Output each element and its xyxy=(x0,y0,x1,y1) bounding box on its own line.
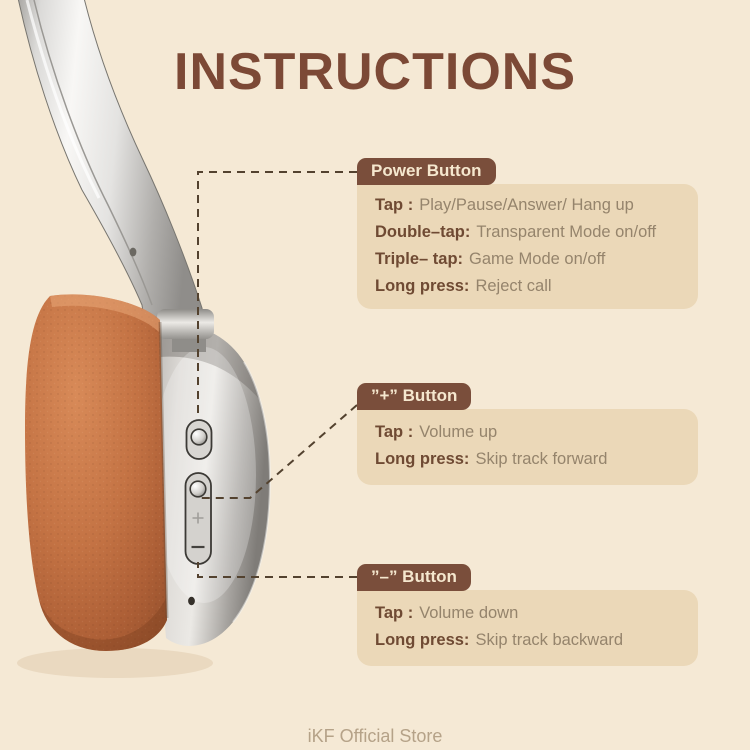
ear-cushion xyxy=(25,294,167,651)
callout-plus-button xyxy=(357,383,698,485)
instruction-value: Skip track backward xyxy=(475,631,624,649)
plus-button-badge: ”+” Button xyxy=(357,383,471,410)
instruction-value: Skip track forward xyxy=(475,450,608,468)
band-screw xyxy=(130,248,137,257)
instruction-value: Volume up xyxy=(419,423,498,441)
power-button-badge: Power Button xyxy=(357,158,496,185)
instruction-label: Tap : xyxy=(375,604,414,622)
plus-button-panel xyxy=(357,409,698,485)
instruction-label: Double–tap: xyxy=(375,223,471,241)
minus-button-badge: ”–” Button xyxy=(357,564,471,591)
instruction-label: Long press: xyxy=(375,277,470,295)
instruction-line xyxy=(375,246,680,273)
instruction-line xyxy=(375,446,680,473)
instruction-label: Tap : xyxy=(375,423,414,441)
instruction-label: Triple– tap: xyxy=(375,250,464,268)
instruction-line xyxy=(375,419,680,446)
page-title: INSTRUCTIONS xyxy=(174,43,576,101)
minus-button-panel xyxy=(357,590,698,666)
store-name: iKF Official Store xyxy=(307,726,443,746)
instruction-value: Play/Pause/Answer/ Hang up xyxy=(419,196,634,214)
callout-power-button xyxy=(357,158,698,309)
instruction-label: Long press: xyxy=(375,631,470,649)
instruction-line xyxy=(375,219,680,246)
cup-shadow xyxy=(17,648,213,678)
instruction-line xyxy=(375,627,680,654)
instruction-value: Game Mode on/off xyxy=(469,250,606,268)
instruction-label: Tap : xyxy=(375,196,414,214)
instruction-value: Volume down xyxy=(419,604,519,622)
instruction-line xyxy=(375,600,680,627)
instruction-value: Transparent Mode on/off xyxy=(476,223,657,241)
instruction-label: Long press: xyxy=(375,450,470,468)
instruction-value: Reject call xyxy=(475,277,552,295)
power-button-panel xyxy=(357,184,698,309)
instruction-line xyxy=(375,192,680,219)
mic-hole xyxy=(188,597,195,605)
power-button xyxy=(187,420,212,459)
volume-plus-button xyxy=(190,481,206,497)
callout-minus-button xyxy=(357,564,698,666)
headband xyxy=(18,0,205,332)
instruction-line xyxy=(375,273,680,300)
volume-rocker xyxy=(186,473,212,564)
